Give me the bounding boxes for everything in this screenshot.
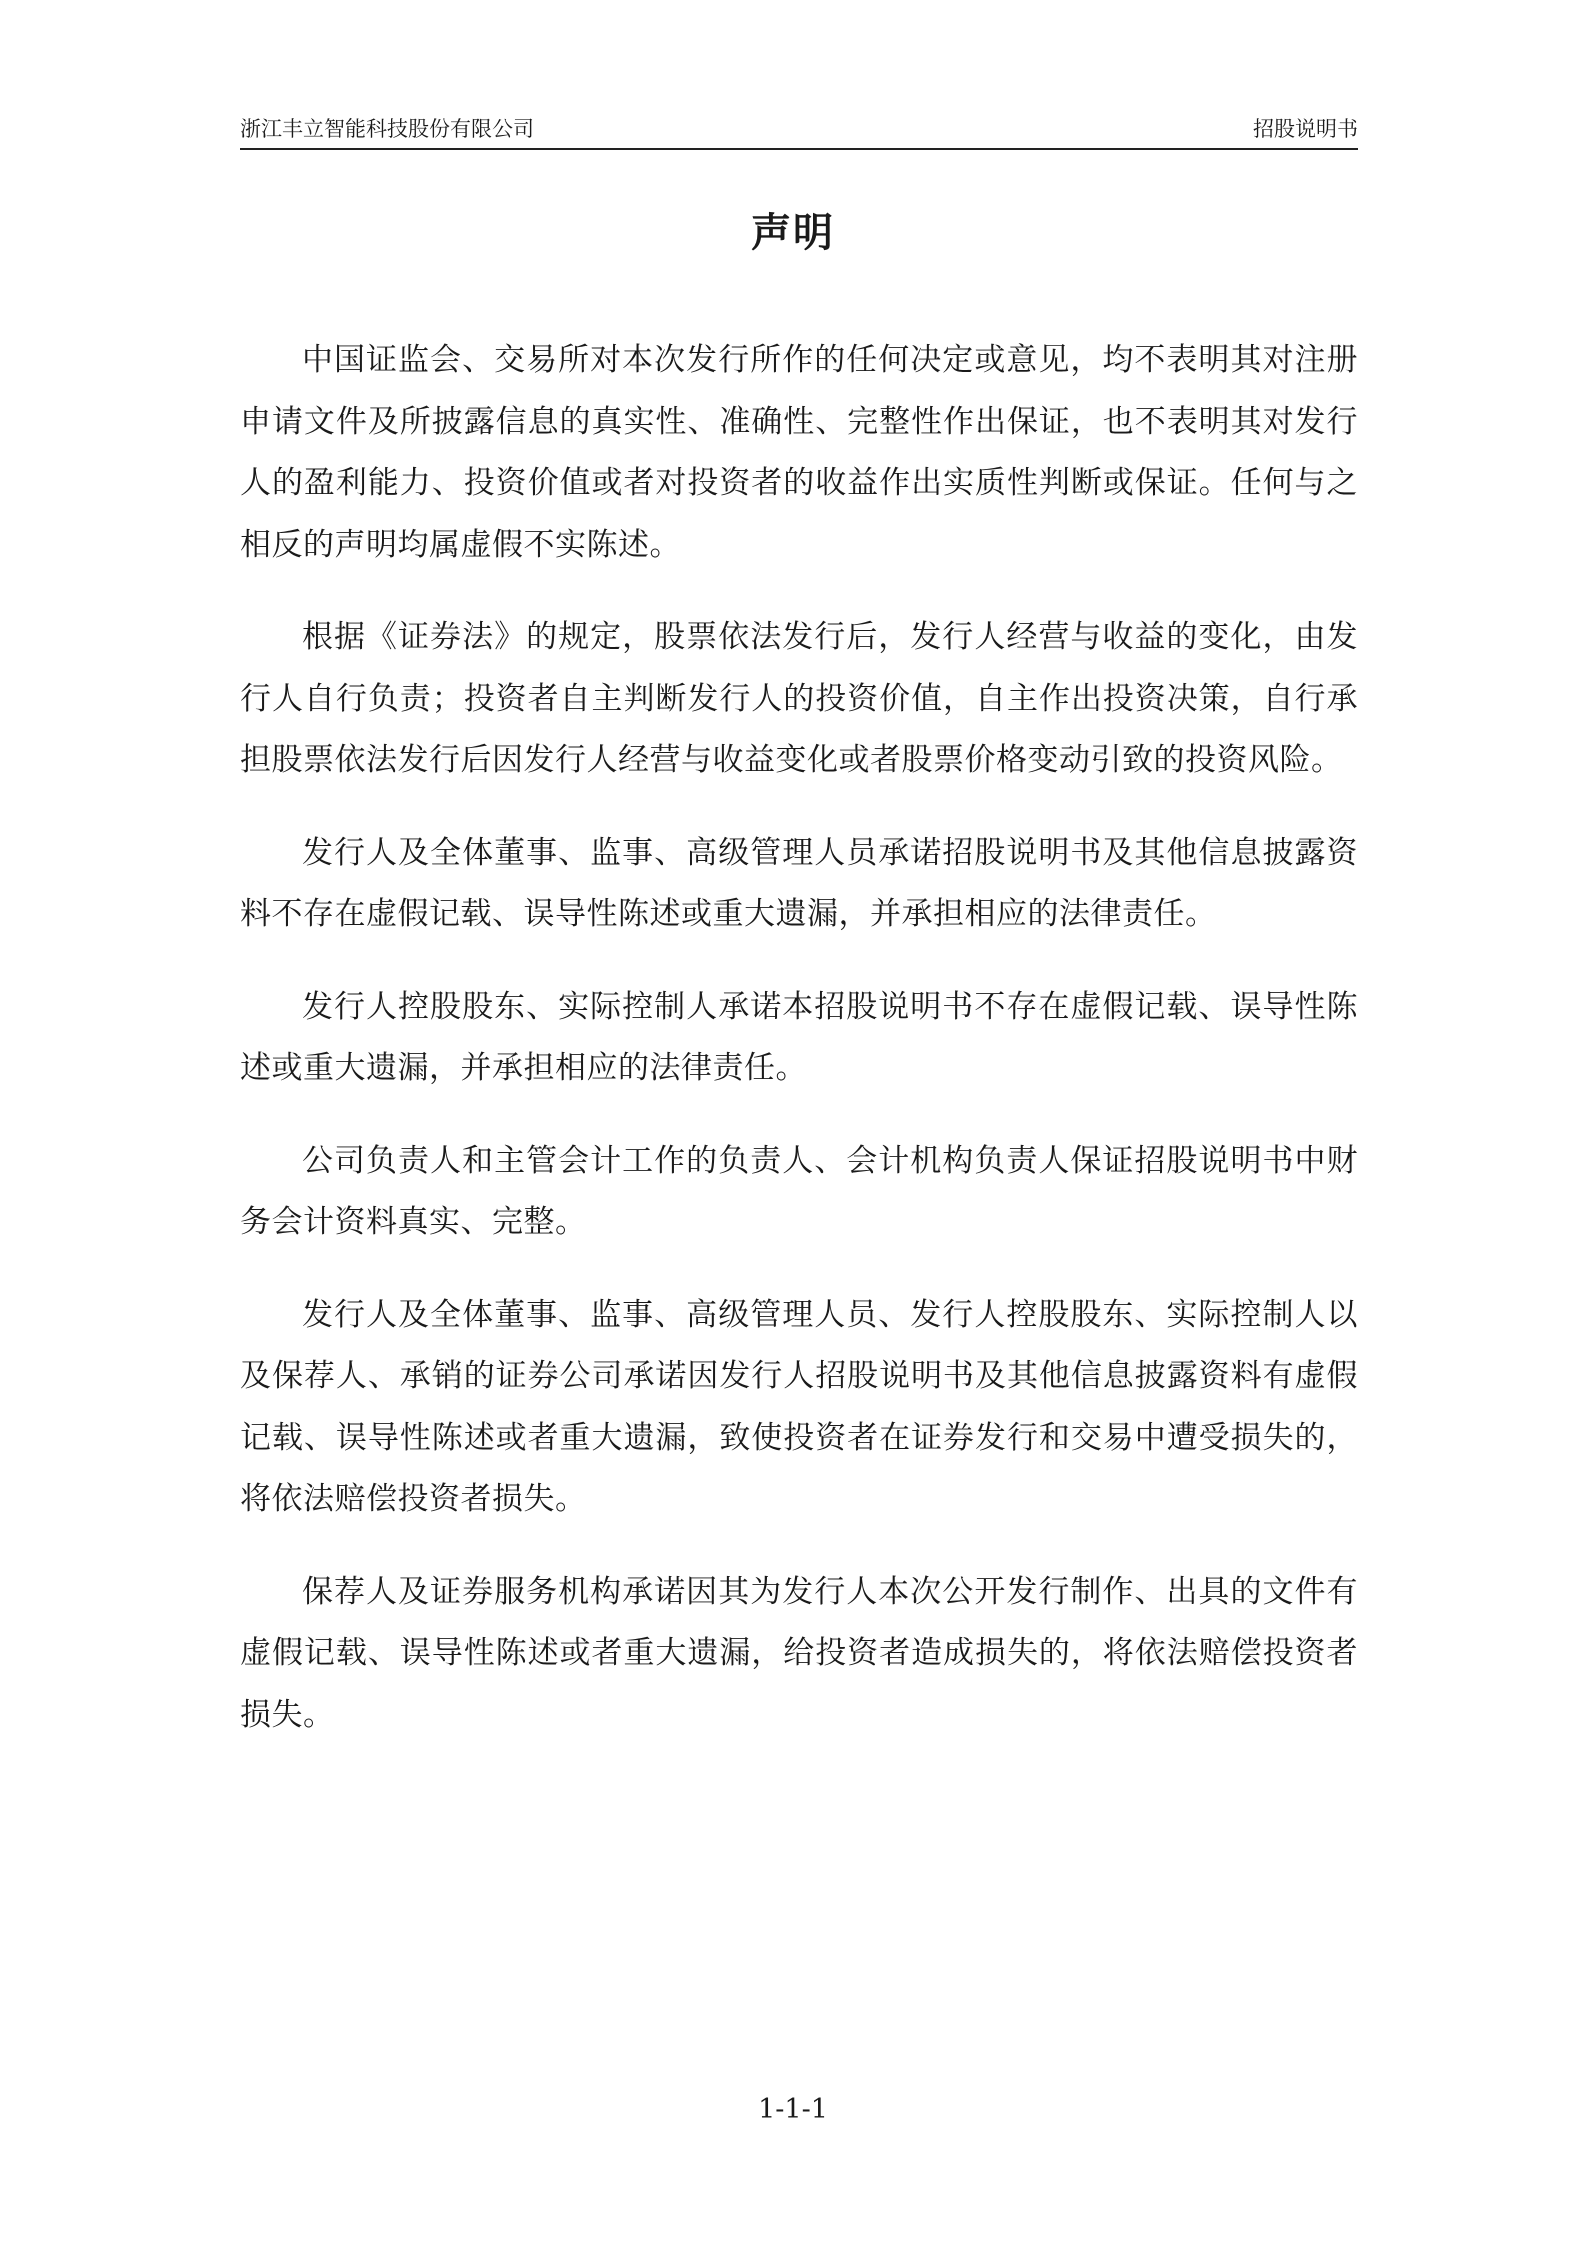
paragraph-7: 保荐人及证券服务机构承诺因其为发行人本次公开发行制作、出具的文件有虚假记载、误导性陈述或者重大遗漏，给投资者造成损失的，将依法赔偿投资者损失。 <box>240 1573 1358 1733</box>
paragraph-3: 发行人及全体董事、监事、高级管理人员承诺招股说明书及其他信息披露资料不存在虚假记载、误导性陈述或重大遗漏，并承担相应的法律责任。 <box>240 834 1358 932</box>
declaration-body <box>240 330 1358 1777</box>
page-number: 1-1-1 <box>758 2094 828 2125</box>
header-document-type: 招股说明书 <box>1253 117 1358 141</box>
paragraph-1: 中国证监会、交易所对本次发行所作的任何决定或意见，均不表明其对注册申请文件及所披露信息的真实性、准确性、完整性作出保证，也不表明其对发行人的盈利能力、投资价值或者对投资者的收益作出实质性判断或保证。任何与之相反的声明均属虚假不实陈述。 <box>240 342 1358 563</box>
paragraph-2: 根据《证券法》的规定，股票依法发行后，发行人经营与收益的变化，由发行人自行负责；投资者自主判断发行人的投资价值，自主作出投资决策，自行承担股票依法发行后因发行人经营与收益变化或者股票价格变动引致的投资风险。 <box>240 619 1358 778</box>
paragraph-4: 发行人控股股东、实际控制人承诺本招股说明书不存在虚假记载、误导性陈述或重大遗漏，并承担相应的法律责任。 <box>240 988 1358 1086</box>
header-company-name: 浙江丰立智能科技股份有限公司 <box>240 117 534 141</box>
page-header <box>240 112 1358 150</box>
paragraph-5: 公司负责人和主管会计工作的负责人、会计机构负责人保证招股说明书中财务会计资料真实、完整。 <box>240 1142 1358 1240</box>
paragraph-6: 发行人及全体董事、监事、高级管理人员、发行人控股股东、实际控制人以及保荐人、承销的证券公司承诺因发行人招股说明书及其他信息披露资料有虚假记载、误导性陈述或者重大遗漏，致使投资者在证券发行和交易中遭受损失的，将依法赔偿投资者损失。 <box>240 1296 1358 1517</box>
page-title: 声明 <box>751 209 835 256</box>
